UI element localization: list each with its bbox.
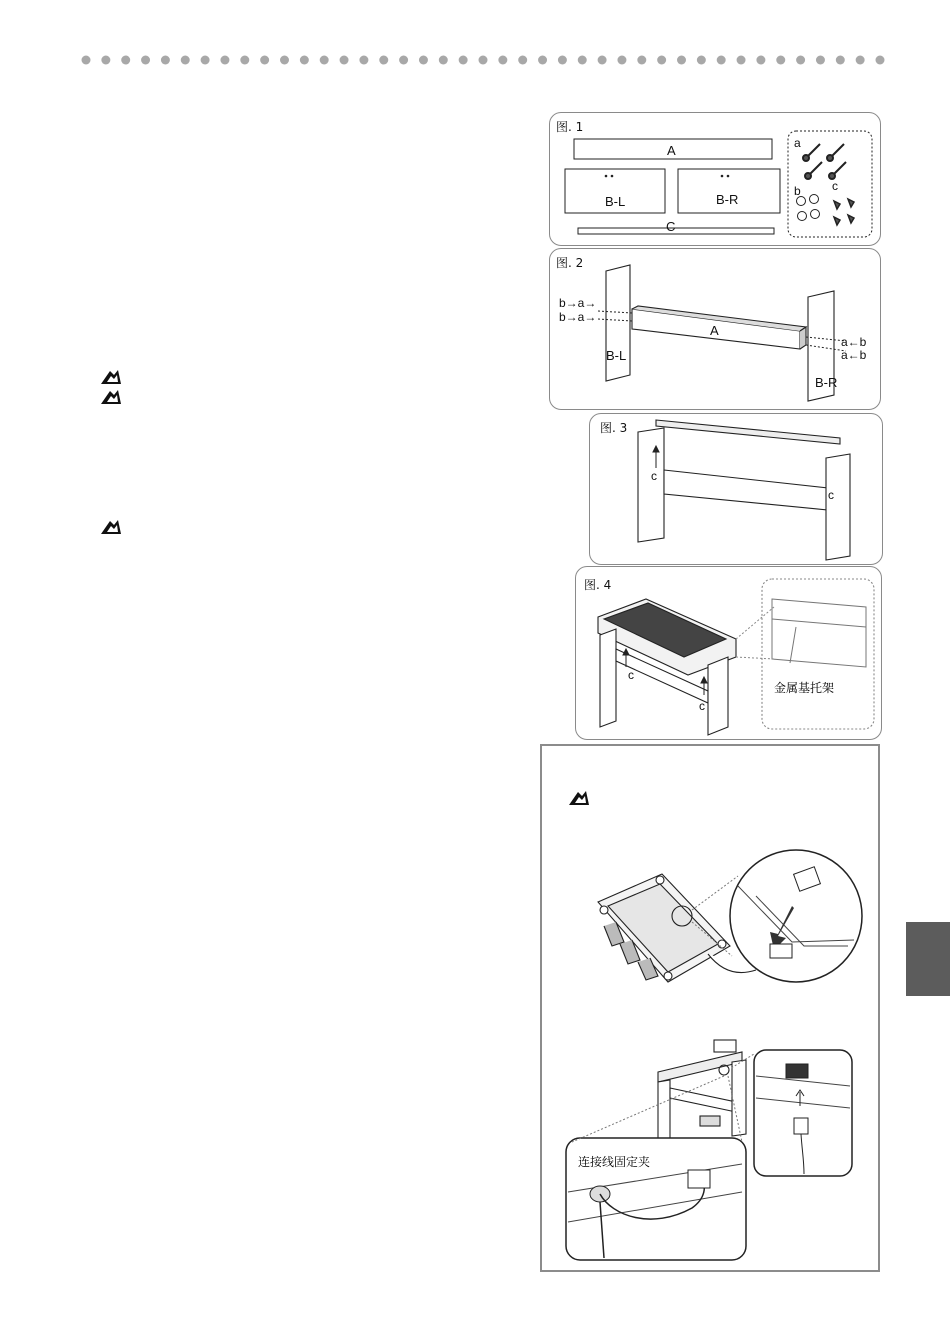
rule-dot xyxy=(220,56,229,65)
rule-dot xyxy=(816,56,825,65)
rule-dot xyxy=(598,56,607,65)
side-right xyxy=(826,454,850,560)
rule-dot xyxy=(856,56,865,65)
label-hardware-b: b xyxy=(794,184,801,198)
rule-dot xyxy=(538,56,547,65)
rule-dot xyxy=(717,56,726,65)
figure-4 xyxy=(575,566,882,740)
rule-dot xyxy=(657,56,666,65)
connector-detail-1 xyxy=(730,850,862,982)
rule-dot xyxy=(399,56,408,65)
label-c-right: c xyxy=(828,488,834,502)
rule-dot xyxy=(558,56,567,65)
warning-icon xyxy=(100,369,122,385)
rule-dot xyxy=(479,56,488,65)
label-c-right: c xyxy=(699,699,705,713)
rule-dot xyxy=(300,56,309,65)
label-arrows-left-1: b→a→ xyxy=(559,296,597,310)
side-left xyxy=(638,428,664,542)
rule-dot xyxy=(181,56,190,65)
top-board-c xyxy=(656,420,840,444)
rule-dot xyxy=(498,56,507,65)
label-side-bl: B-L xyxy=(606,348,627,363)
rule-dot xyxy=(340,56,349,65)
figure-1-title: 图. 1 xyxy=(556,120,584,134)
label-part-c: C xyxy=(666,219,676,234)
label-arrows-right-1: a←b xyxy=(841,335,867,349)
rule-dot xyxy=(756,56,765,65)
label-arrows-left-2: b→a→ xyxy=(559,310,597,324)
rule-dot xyxy=(697,56,706,65)
rule-dot xyxy=(518,56,527,65)
figure-3-title: 图. 3 xyxy=(600,421,628,435)
detail-inset xyxy=(762,579,874,729)
figure-2 xyxy=(549,248,881,410)
label-part-bl: B-L xyxy=(605,194,626,209)
stand-side-right xyxy=(708,657,728,735)
rule-dot xyxy=(121,56,130,65)
rule-dot xyxy=(776,56,785,65)
rule-dot xyxy=(161,56,170,65)
rule-dot xyxy=(240,56,249,65)
rule-dot xyxy=(101,56,110,65)
rule-dot xyxy=(419,56,428,65)
label-hardware-c: c xyxy=(832,179,838,193)
part-c-board xyxy=(578,228,774,234)
section-tab xyxy=(906,922,950,996)
rule-dot xyxy=(82,56,91,65)
rule-dot xyxy=(379,56,388,65)
label-part-br: B-R xyxy=(716,192,739,207)
label-c-left: c xyxy=(628,668,634,682)
rule-dot xyxy=(201,56,210,65)
rule-dot xyxy=(141,56,150,65)
dotted-rule xyxy=(78,52,888,68)
label-hardware-a: a xyxy=(794,136,801,150)
rule-dot xyxy=(359,56,368,65)
stand-side-left xyxy=(600,629,616,727)
label-metal-bracket: 金属基托架 xyxy=(774,681,835,695)
rule-dot xyxy=(876,56,885,65)
rule-dot xyxy=(796,56,805,65)
stand-cable-illustration xyxy=(658,1040,746,1144)
label-side-br: B-R xyxy=(815,375,838,390)
rule-dot xyxy=(459,56,468,65)
rule-dot xyxy=(637,56,646,65)
figure-3 xyxy=(589,413,883,565)
connector-detail-2 xyxy=(754,1050,852,1176)
label-part-a: A xyxy=(667,143,676,158)
label-crossbar-a: A xyxy=(710,323,719,338)
rule-dot xyxy=(578,56,587,65)
rule-dot xyxy=(737,56,746,65)
label-arrows-right-2: a←b xyxy=(841,348,867,362)
rule-dot xyxy=(617,56,626,65)
figure-4-title: 图. 4 xyxy=(584,578,612,592)
label-c-left: c xyxy=(651,469,657,483)
rule-dot xyxy=(260,56,269,65)
crossbar xyxy=(664,470,828,510)
figure-2-title: 图. 2 xyxy=(556,256,584,270)
warning-icon xyxy=(100,389,122,405)
note-box xyxy=(540,744,880,1272)
rule-dot xyxy=(280,56,289,65)
label-cable-clip: 连接线固定夹 xyxy=(578,1155,651,1169)
rule-dot xyxy=(836,56,845,65)
side-panel-left xyxy=(606,265,630,381)
rule-dot xyxy=(320,56,329,65)
figure-1 xyxy=(549,112,881,246)
rule-dot xyxy=(677,56,686,65)
warning-icon xyxy=(100,519,122,535)
rule-dot xyxy=(439,56,448,65)
